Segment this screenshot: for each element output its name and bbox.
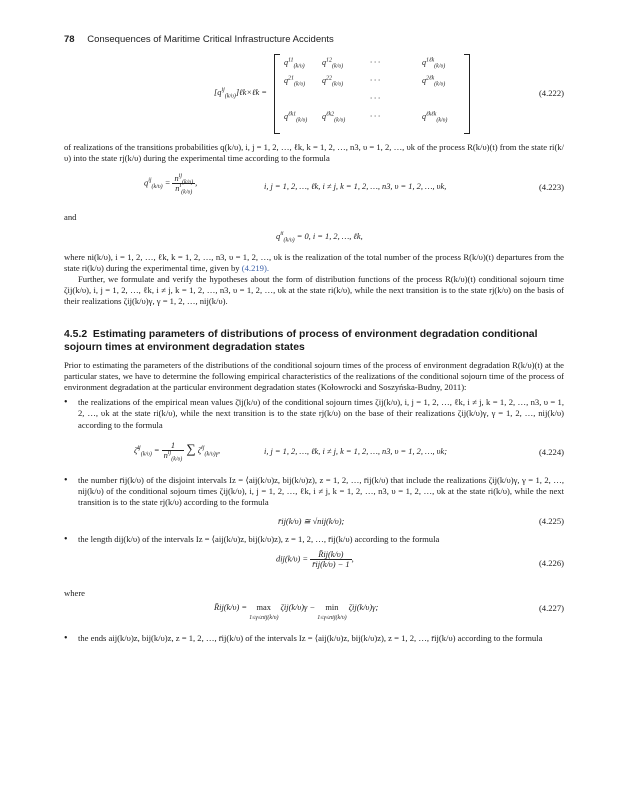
equation-number: (4.223) — [538, 182, 564, 193]
equation-4-224: ζ̄$^{ij}_{(k/\upsilon)}$ = $\frac{1}{n^{ij}_{(k/\upsilon)}}$ ∑ $\zeta^{ij}_{(k/\upsilon)\gamma}$, i, j = 1, 2, …, ℓk, i ≠ j, k = 1, 2, …, n3, υ = 1, 2, …, υk; (4.224) — [134, 440, 564, 464]
eq-4-224-conditions: i, j = 1, 2, …, ℓk, i ≠ j, k = 1, 2, …, n3, υ = 1, 2, …, υk; — [264, 446, 448, 456]
equation-number: (4.224) — [538, 446, 564, 457]
and-text: and — [64, 212, 77, 223]
equation-4-223: $q^{ij}_{(k/\upsilon)}$ = $\frac{n^{ij}_{(k/\upsilon)}}{n^i_{(k/\upsilon)}}$ , i, j = 1, 2, …, ℓk, i ≠ j, k = 1, 2, …, n3, υ = 1, 2, …, υk, (4.223) — [144, 173, 564, 197]
section-number: 4.5.2 — [64, 328, 88, 340]
equation-number: (4.225) — [538, 516, 564, 527]
bullet-interval-count: • the number r̄ij(k/υ) of the disjoint intervals Iz = ⟨aij(k/υ)z, bij(k/υ)z), z = 1, 2, …, r̄ij(k/υ) that include the realizations ζij(k/υ)γ, γ = 1, 2, …, nij(k/υ) of the conditional sojourn times ζij(k/υ), i, j = 1, 2, …, ℓk, i ≠ j, k = 1, 2, …, n3, υ = 1, 2, …, υk at the state ri(k/υ), while the next transition is to the state rj(k/υ) according to the formula — [64, 475, 564, 509]
bullet-mean-values: • the realizations of the empirical mean values ζ̄ij(k/υ) of the conditional sojourn times ζij(k/υ), i, j = 1, 2, …, ℓk, i ≠ j, k = 1, 2, …, n3, υ = 1, 2, …, υk at the state ri(k/υ), while the next transition is to the state rj(k/υ) on the base of their realizations ζij(k/υ)γ, γ = 1, 2, …, nij(k/υ) according to the formula — [64, 397, 564, 431]
matrix-lhs: [q — [214, 88, 222, 97]
paragraph-3: Further, we formulate and verify the hypotheses about the form of distribution functions of the process R(k/υ)(t) conditional sojourn time ζij(k/υ), i, j = 1, 2, …, ℓk, i ≠ j, k = 1, 2, …, n3, υ = 1, 2, …, υk at the state ri(k/υ), while the next transition is to the state rj(k/υ) on the basis of their realizations ζij(k/υ)γ, γ = 1, 2, …, nij(k/υ). — [64, 274, 564, 307]
running-header — [64, 34, 564, 54]
equation-4-226: dij(k/υ) = $\frac{R̄ij(k/\upsilon)}{r̄ij(k/\upsilon) - 1}$ , (4.226) — [276, 549, 564, 569]
page — [64, 34, 564, 644]
bullet-interval-ends: • the ends aij(k/υ)z, bij(k/υ)z, z = 1, 2, …, r̄ij(k/υ) of the intervals Iz = ⟨aij(k/υ)z, bij(k/υ)z), z = 1, 2, …, r̄ij(k/υ) according to the formula — [64, 633, 564, 644]
section-title: Estimating parameters of distributions of process of environment degradation conditional sojourn times at environment degradation states — [64, 328, 538, 353]
equation-4-225: r̄ij(k/υ) ≅ √nij(k/υ); (4.225) — [278, 516, 564, 527]
bullet-interval-length: • the length dij(k/υ) of the intervals Iz = ⟨aij(k/υ)z, bij(k/υ)z), z = 1, 2, …, r̄ij(k/υ) according to the formula — [64, 534, 564, 545]
equation-number: (4.226) — [538, 557, 564, 568]
paragraph-2: where ni(k/υ), i = 1, 2, …, ℓk, k = 1, 2, …, n3, υ = 1, 2, …, υk is the realization of the total number of the process R(k/υ)(t) departures from the state ri(k/υ) during the experimental time, given by (4.219). — [64, 251, 564, 273]
paragraph-4: Prior to estimating the parameters of the distributions of the conditional sojourn times of the process of environment degradation R(k/υ)(t) at the particular states, we have to determine the following empirical characteristics of the realizations of the conditional sojourn time of the process of environment degradation at the particular environment degradation states (Kołowrocki and Soszyńska-Budny, 2011): — [64, 359, 564, 393]
equation-qii: $q^{ii}_{(k/\upsilon)} = 0$, i = 1, 2, …, ℓk, — [276, 230, 363, 244]
section-heading — [64, 328, 564, 354]
eq-4-223-conditions: i, j = 1, 2, …, ℓk, i ≠ j, k = 1, 2, …, n3, υ = 1, 2, …, υk, — [264, 182, 447, 192]
where-text: where — [64, 587, 85, 598]
transition-matrix: $q^{11}_{(k/\upsilon)}$ $q^{12}_{(k/\upsilon)}$ · · · $q^{1\ell k}_{(k/\upsilon)}$ $q^{21}_{(k/\upsilon)}$ $q^{22}_{(k/\upsilon)}$ · · · $q^{2\ell k}_{(k/\upsilon)}$ · · · $q^{\ell k1}_{(k/\upsilon)}$ $q^{\ell k2}_{(k/\upsilon)}$ · · · $q^{\ell k\ell k}_{(k/\upsilon)}$ — [274, 54, 470, 132]
equation-4-227: R̄ij(k/υ) = max 1≤γ≤nij(k/υ) ζij(k/υ)γ − min 1≤γ≤nij(k/υ) ζij(k/υ)γ; (4.227) — [214, 602, 564, 621]
page-number: 78 — [64, 34, 75, 45]
equation-reference-link[interactable]: (4.219). — [241, 262, 269, 273]
equation-number: (4.222) — [538, 88, 564, 98]
paragraph-1: of realizations of the transitions probabilities q(k/υ), i, j = 1, 2, …, ℓk, k = 1, 2, …, n3, υ = 1, 2, …, υk of the process R(k/υ)(t) from the state ri(k/υ) into the state rj(k/υ) during the experimental time according to the formula — [64, 142, 564, 164]
chapter-title: Consequences of Maritime Critical Infrastructure Accidents — [87, 34, 334, 45]
equation-4-222: $[q^{ij}_{(k/\upsilon)}]\ell k\times\ell k$ = $q^{11}_{(k/\upsilon)}$ $q^{12}_{(k/\upsilon)}$ · · · $q^{1\ell k}_{(k/\upsilon)}$ $q^{21}_{(k/\upsilon)}$ $q^{22}_{(k/\upsilon)}$ · · · $q^{2\ell k}_{(k/\upsilon)}$ · · · $q^{\ell k1}_{(k/\upsilon)}$ $q^{\ell k2}_{(k/\upsilon)}$ · · · $q^{\ell k\ell k}_{(k/\upsilon)}$ (4.222) — [64, 54, 564, 142]
equation-number: (4.227) — [538, 602, 564, 613]
